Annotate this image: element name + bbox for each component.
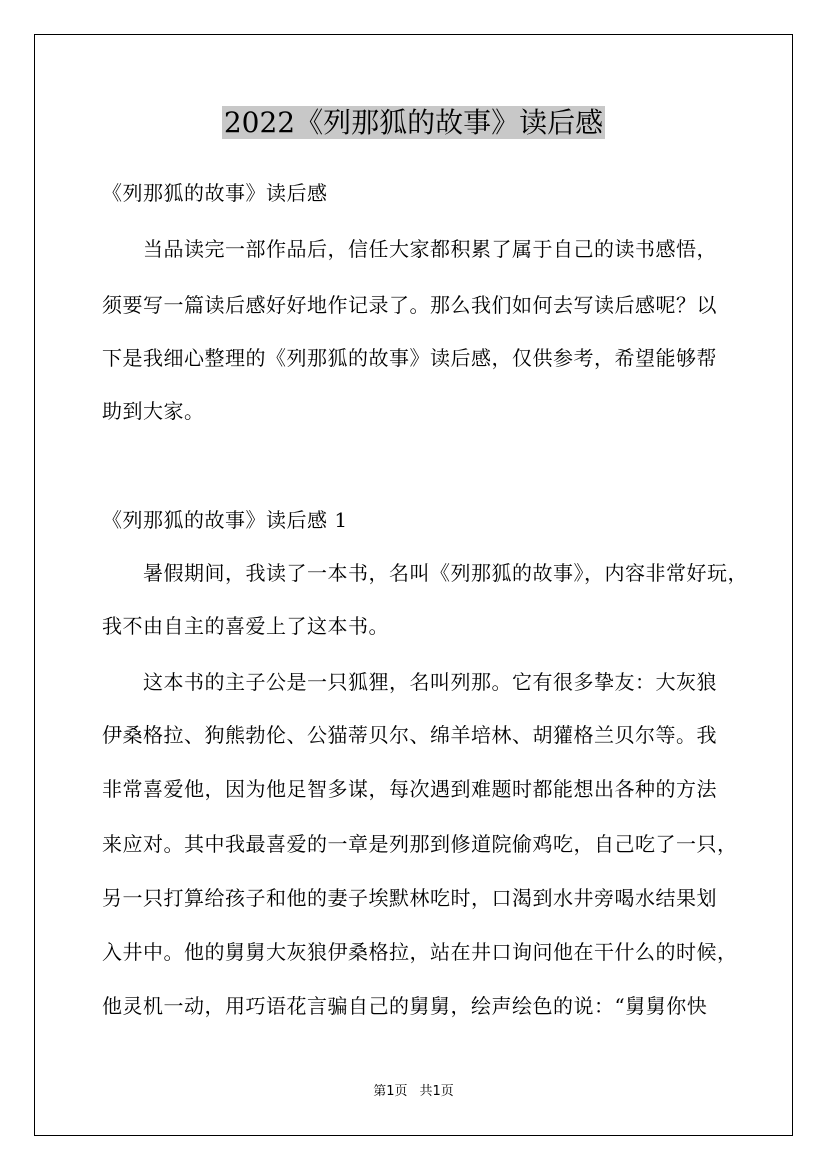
body-line-6: 来应对。其中我最喜爱的一章是列那到修道院偷鸡吃，自己吃了一只， [102, 832, 738, 856]
document-title [0, 103, 827, 143]
document-title-text: 2022《列那狐的故事》读后感 [223, 106, 604, 139]
page-footer [0, 1083, 827, 1101]
body-line-9: 他灵机一动，用巧语花言骗自己的舅舅，绘声绘色的说：“舅舅你快 [102, 994, 708, 1018]
intro-line-2: 须要写一篇读后感好好地作记录了。那么我们如何去写读后感呢？以 [102, 293, 717, 317]
section-heading: 《列那狐的故事》读后感 1 [102, 508, 348, 532]
subtitle: 《列那狐的故事》读后感 [102, 181, 328, 205]
page-total: 共1页 [419, 1084, 454, 1099]
body-line-5: 非常喜爱他，因为他足智多谋，每次遇到难题时都能想出各种的方法 [102, 777, 717, 801]
intro-line-4: 助到大家。 [102, 399, 205, 423]
intro-line-3: 下是我细心整理的《列那狐的故事》读后感，仅供参考，希望能够帮 [102, 346, 717, 370]
body-line-1: 暑假期间，我读了一本书，名叫《列那狐的故事》，内容非常好玩， [102, 561, 748, 585]
body-line-8: 入井中。他的舅舅大灰狼伊桑格拉，站在井口询问他在干什么的时候， [102, 940, 738, 964]
body-line-7: 另一只打算给孩子和他的妻子埃默林吃时，口渴到水井旁喝水结果划 [102, 886, 717, 910]
body-line-3: 这本书的主子公是一只狐狸，名叫列那。它有很多挚友：大灰狼 [102, 670, 717, 694]
body-line-2: 我不由自主的喜爱上了这本书。 [102, 614, 389, 638]
intro-line-1: 当品读完一部作品后，信任大家都积累了属于自己的读书感悟， [102, 237, 717, 261]
body-line-4: 伊桑格拉、狗熊勃伦、公猫蒂贝尔、绵羊培林、胡獾格兰贝尔等。我 [102, 723, 717, 747]
page-number: 第1页 [373, 1084, 408, 1099]
